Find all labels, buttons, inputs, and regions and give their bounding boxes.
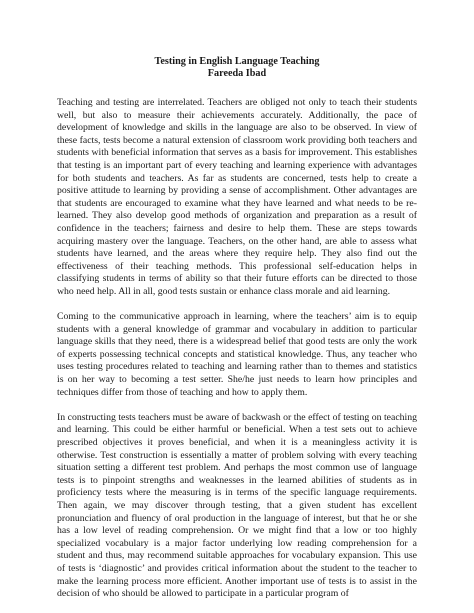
paragraph-communicative-approach: Coming to the communicative approach in learning, where the teachers’ aim is to equip students with a general knowledge of grammar and vocabulary in addition to particular language skills that they need, there is a widespread belief that good tests are only the work of experts possessing technical concepts and statistical knowledge. Thus, any teacher who uses testing procedures related to teaching and learning rather than to themes and statistics is on her way to becoming a test setter. She/he just needs to learn how principles and techniques differ from those of teaching and how to apply them. — [57, 311, 417, 398]
document-body — [57, 97, 417, 613]
document-title: Testing in English Language Teaching — [154, 56, 320, 67]
document-header — [0, 56, 474, 80]
paragraph-constructing-tests: In constructing tests teachers must be aware of backwash or the effect of testing on teaching and learning. This could be either harmful or beneficial. When a test sets out to achieve prescribed objectives it proves beneficial, and when it is a meaningless activity it is otherwise. Test construction is essentially a matter of problem solving with every teaching situation setting a different test problem. And perhaps the most common use of language tests is to pinpoint strengths and weaknesses in the learned abilities of students as in proficiency tests where the measuring is in terms of the specific language requirements. Then again, we may discover through testing, that a given student has excellent pronunciation and fluency of oral production in the language of interest, but that he or she has a low level of reading comprehension. Or we might find that a low or too highly specialized vocabulary is a major factor underlying low reading comprehension for a student and thus, may recommend suitable approaches for vocabulary expansion. This use of tests is ‘diagnostic’ and provides critical information about the student to the teacher to make the learning process more efficient. Another important use of tests is to assist in the decision of who should be allowed to participate in a particular program of — [57, 411, 417, 600]
document-author: Fareeda Ibad — [207, 68, 267, 79]
paragraph-teaching-and-testing: Teaching and testing are interrelated. Teachers are obliged not only to teach their students well, but also to measure their achievements accurately. Additionally, the pace of development of knowledge and skills in the language are also to be observed. In view of these facts, tests become a natural extension of classroom work providing both teachers and students with beneficial information that serves as a basis for improvement. This establishes that testing is an important part of every teaching and learning experience with advantages for both students and teachers. As far as students are concerned, tests help to create a positive attitude to learning by providing a sense of accomplishment. Other advantages are that students are encouraged to examine what they have learned and what needs to be re-learned. They also develop good methods of organization and preparation as a result of confidence in the teachers; fairness and desire to help them. These are steps towards acquiring mastery over the language. Teachers, on the other hand, are able to assess what students have learned, and the areas where they require help. They also find out the effectiveness of their teaching methods. This professional self-education helps in classifying students in terms of ability so that their future efforts can be directed to those who need help. All in all, good tests sustain or enhance class morale and aid learning. — [57, 97, 417, 297]
